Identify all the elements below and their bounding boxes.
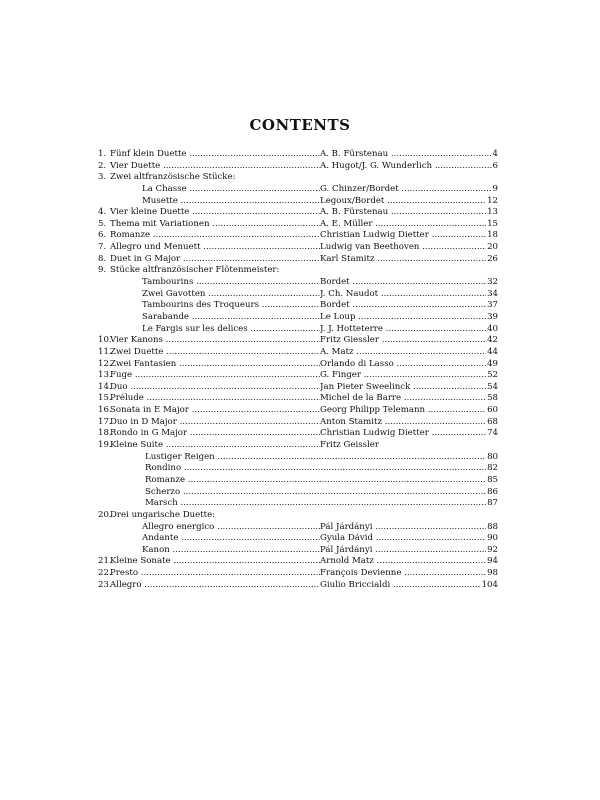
entry-page-number: 92	[487, 544, 498, 555]
entry-page-number: 74	[487, 428, 498, 439]
entry-page-number: 40	[487, 323, 498, 334]
toc-entry	[98, 265, 498, 277]
entry-title: Lustiger Reigen .....	[145, 452, 498, 464]
entry-composer: Fritz Giessler .....	[320, 335, 498, 347]
entry-number: 2.	[98, 160, 107, 171]
toc-entry	[98, 405, 498, 417]
entry-title: Scherzo .....	[145, 487, 498, 499]
entry-title: Rondino .....	[145, 463, 498, 475]
entry-page-number: 32	[487, 277, 498, 288]
entry-title: Allegro energico .....	[142, 522, 320, 534]
entry-page-number: 94	[487, 556, 498, 567]
entry-page-number: 20	[487, 242, 498, 253]
entry-number: 15.	[98, 393, 112, 404]
entry-page-number: 18	[487, 230, 498, 241]
entry-page-number: 44	[487, 346, 498, 357]
entry-composer: A. E. Müller .....	[320, 219, 498, 231]
entry-title: Andante .....	[142, 533, 320, 545]
entry-title: Duo .....	[110, 382, 320, 394]
toc-entry	[98, 196, 498, 208]
toc-entry	[98, 149, 498, 161]
toc-entry	[98, 452, 498, 464]
toc-entry	[98, 207, 498, 219]
entry-composer: Fritz Geissler	[320, 440, 379, 451]
entry-number: 14.	[98, 381, 112, 392]
entry-composer: Christian Ludwig Dietter .....	[320, 230, 498, 242]
entry-page-number: 15	[487, 218, 498, 229]
entry-number: 8.	[98, 253, 107, 264]
entry-title: Fuge .....	[110, 370, 320, 382]
entry-title: Zwei altfranzösische Stücke:	[110, 172, 236, 183]
entry-composer: Legoux/Bordet .....	[320, 196, 498, 208]
entry-number: 20.	[98, 509, 112, 520]
entry-composer: Giulio Briccialdi .....	[320, 580, 498, 592]
entry-number: 18.	[98, 428, 112, 439]
toc-entry	[98, 370, 498, 382]
toc-entry	[98, 463, 498, 475]
toc-entry	[98, 498, 498, 510]
entry-page-number: 90	[487, 533, 498, 544]
entry-page-number: 26	[487, 253, 498, 264]
toc-entry	[98, 161, 498, 173]
entry-composer: A. B. Fürstenau .....	[320, 149, 498, 161]
entry-composer: Michel de la Barre .....	[320, 393, 498, 405]
entry-number: 9.	[98, 265, 107, 276]
entry-composer: Pál Járdányi .....	[320, 522, 498, 534]
entry-page-number: 68	[487, 416, 498, 427]
entry-composer: G. Chinzer/Bordet .....	[320, 184, 498, 196]
entry-number: 3.	[98, 172, 107, 183]
toc-entry	[98, 300, 498, 312]
entry-composer: Arnold Matz .....	[320, 556, 498, 568]
entry-title: Allegro .....	[110, 580, 320, 592]
entry-page-number: 60	[487, 405, 498, 416]
entry-composer: Christian Ludwig Dietter .....	[320, 428, 498, 440]
entry-number: 10.	[98, 335, 112, 346]
entry-composer: Le Loup .....	[320, 312, 498, 324]
entry-page-number: 54	[487, 381, 498, 392]
toc-entry	[98, 277, 498, 289]
entry-title: Presto .....	[110, 568, 320, 580]
entry-title: Sonata in E Major .....	[110, 405, 320, 417]
entry-composer: J. Ch. Naudot .....	[320, 289, 498, 301]
entry-composer: G. Finger .....	[320, 370, 498, 382]
toc-entry	[98, 568, 498, 580]
toc-entry	[98, 219, 498, 231]
toc-entry	[98, 393, 498, 405]
entry-title: Vier Kanons .....	[110, 335, 320, 347]
entry-number: 11.	[98, 346, 112, 357]
table-of-contents	[98, 149, 498, 591]
entry-title: Sarabande .....	[142, 312, 320, 324]
entry-page-number: 80	[487, 451, 498, 462]
toc-entry	[98, 312, 498, 324]
entry-number: 21.	[98, 556, 112, 567]
entry-title: Duet in G Major .....	[110, 254, 320, 266]
entry-composer: Karl Stamitz .....	[320, 254, 498, 266]
entry-title: Kleine Suite .....	[110, 440, 320, 452]
entry-title: Vier kleine Duette .....	[110, 207, 320, 219]
entry-title: Le Fargis sur les delices .....	[142, 324, 320, 336]
toc-entry	[98, 347, 498, 359]
entry-page-number: 88	[487, 521, 498, 532]
toc-entry	[98, 475, 498, 487]
entry-title: Tambourins .....	[142, 277, 320, 289]
entry-composer: A. B. Fürstenau .....	[320, 207, 498, 219]
entry-title: Tambourins des Troqueurs .....	[142, 300, 320, 312]
entry-page-number: 49	[487, 358, 498, 369]
entry-page-number: 37	[487, 300, 498, 311]
toc-entry	[98, 417, 498, 429]
entry-title: Kleine Sonate .....	[110, 556, 320, 568]
toc-entry	[98, 289, 498, 301]
toc-entry	[98, 580, 498, 592]
entry-title: Kanon .....	[142, 545, 320, 557]
toc-entry	[98, 184, 498, 196]
toc-entry	[98, 382, 498, 394]
entry-page-number: 85	[487, 474, 498, 485]
entry-composer: Jan Pieter Sweelinck .....	[320, 382, 498, 394]
entry-title: Prélude .....	[110, 393, 320, 405]
entry-title: Zwei Gavotten .....	[142, 289, 320, 301]
entry-composer: A. Matz .....	[320, 347, 498, 359]
entry-number: 22.	[98, 568, 112, 579]
entry-title: Vier Duette .....	[110, 161, 320, 173]
entry-composer: François Devienne .....	[320, 568, 498, 580]
entry-composer: Bordet .....	[320, 277, 498, 289]
entry-page-number: 6	[492, 160, 498, 171]
entry-title: La Chasse .....	[142, 184, 320, 196]
entry-page-number: 87	[487, 498, 498, 509]
entry-number: 13.	[98, 370, 112, 381]
entry-page-number: 4	[492, 149, 498, 159]
entry-number: 12.	[98, 358, 112, 369]
entry-page-number: 82	[487, 463, 498, 474]
toc-entry	[98, 335, 498, 347]
entry-number: 17.	[98, 416, 112, 427]
entry-title: Stücke altfranzösischer Flötenmeister:	[110, 265, 280, 276]
entry-title: Allegro und Menuett .....	[110, 242, 320, 254]
entry-title: Marsch .....	[145, 498, 498, 510]
toc-entry	[98, 359, 498, 371]
toc-entry	[98, 324, 498, 336]
entry-page-number: 86	[487, 486, 498, 497]
entry-title: Thema mit Variationen .....	[110, 219, 320, 231]
entry-number: 7.	[98, 242, 107, 253]
toc-entry	[98, 254, 498, 266]
entry-page-number: 12	[487, 195, 498, 206]
entry-number: 19.	[98, 440, 112, 451]
page-title: CONTENTS	[249, 116, 351, 134]
entry-number: 6.	[98, 230, 107, 241]
toc-entry	[98, 545, 498, 557]
toc-entry	[98, 440, 498, 452]
entry-composer: Ludwig van Beethoven .....	[320, 242, 498, 254]
entry-composer: Gyula Dávid .....	[320, 533, 498, 545]
entry-page-number: 58	[487, 393, 498, 404]
entry-title: Zwei Duette .....	[110, 347, 320, 359]
entry-number: 1.	[98, 149, 107, 159]
entry-number: 5.	[98, 218, 107, 229]
entry-title: Romanze .....	[110, 230, 320, 242]
toc-entry	[98, 487, 498, 499]
entry-composer: Bordet .....	[320, 300, 498, 312]
entry-title: Romanze .....	[145, 475, 498, 487]
entry-number: 16.	[98, 405, 112, 416]
toc-entry	[98, 172, 498, 184]
entry-page-number: 9	[492, 183, 498, 194]
entry-title: Zwei Fantasien .....	[110, 359, 320, 371]
entry-page-number: 39	[487, 311, 498, 322]
entry-title: Fünf klein Duette .....	[110, 149, 320, 161]
toc-entry	[98, 428, 498, 440]
entry-composer: Orlando di Lasso .....	[320, 359, 498, 371]
entry-number: 23.	[98, 579, 112, 590]
entry-title: Musette .....	[142, 196, 320, 208]
entry-composer: Georg Philipp Telemann .....	[320, 405, 498, 417]
entry-page-number: 98	[487, 568, 498, 579]
entry-title: Rondo in G Major .....	[110, 428, 320, 440]
entry-composer: A. Hugot/J. G. Wunderlich .....	[320, 161, 498, 173]
toc-entry	[98, 242, 498, 254]
toc-entry	[98, 522, 498, 534]
toc-entry	[98, 533, 498, 545]
entry-title: Drei ungarische Duette:	[110, 509, 216, 520]
entry-composer: J. J. Hotteterre .....	[320, 324, 498, 336]
entry-page-number: 52	[487, 370, 498, 381]
entry-page-number: 42	[487, 335, 498, 346]
entry-page-number: 34	[487, 288, 498, 299]
entry-number: 4.	[98, 207, 107, 218]
toc-entry	[98, 230, 498, 242]
entry-composer: Pál Járdányi .....	[320, 545, 498, 557]
toc-entry	[98, 556, 498, 568]
entry-page-number: 104	[481, 579, 498, 590]
entry-title: Duo in D Major .....	[110, 417, 320, 429]
toc-entry	[98, 510, 498, 522]
entry-composer: Anton Stamitz .....	[320, 417, 498, 429]
entry-page-number: 13	[487, 207, 498, 218]
